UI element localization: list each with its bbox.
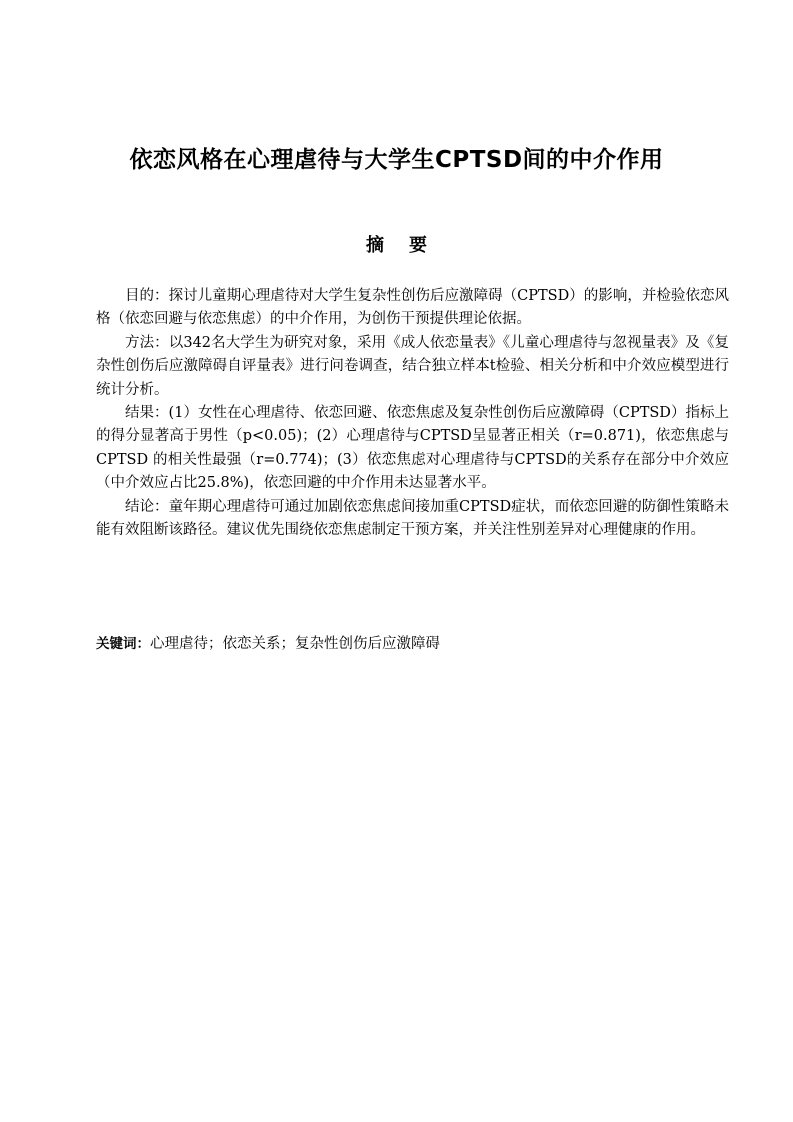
abstract-method-paragraph: 方法：以342名大学生为研究对象，采用《成人依恋量表》《儿童心理虐待与忽视量表》及《复杂性创伤后应激障碍自评量表》进行问卷调查，结合独立样本t检验、相关分析和中介效应模型进行统计分析。 (96, 334, 729, 398)
paper-title: 依恋风格在心理虐待与大学生CPTSD间的中介作用 (129, 147, 664, 173)
abstract-conclusion-paragraph: 结论：童年期心理虐待可通过加剧依恋焦虑间接加重CPTSD症状，而依恋回避的防御性策略未能有效阻断该路径。建议优先围绕依恋焦虑制定干预方案，并关注性别差异对心理健康的作用。 (96, 498, 729, 539)
abstract-heading: 摘 要 (365, 235, 428, 256)
keywords-label: 关键词： (96, 636, 150, 652)
abstract-body (96, 285, 729, 542)
abstract-purpose-paragraph: 目的：探讨儿童期心理虐待对大学生复杂性创伤后应激障碍（CPTSD）的影响，并检验依恋风格（依恋回避与依恋焦虑）的中介作用，为创伤干预提供理论依据。 (96, 288, 729, 328)
keywords-line (96, 633, 729, 656)
keywords-text: 心理虐待；依恋关系；复杂性创伤后应激障碍 (150, 636, 440, 652)
abstract-results-paragraph: 结果：(1）女性在心理虐待、依恋回避、依恋焦虑及复杂性创伤后应激障碍（CPTSD）指标上的得分显著高于男性（p<0.05)；(2）心理虐待与CPTSD呈显著正相关（r=0.871)，依恋焦虑与CPTSD 的相关性最强（r=0.774)；(3）依恋焦虑对心理虐待与CPTSD的关系存在部分中介效应（中介效应占比25.8%)，依恋回避的中介作用未达显著水平。 (96, 405, 729, 492)
